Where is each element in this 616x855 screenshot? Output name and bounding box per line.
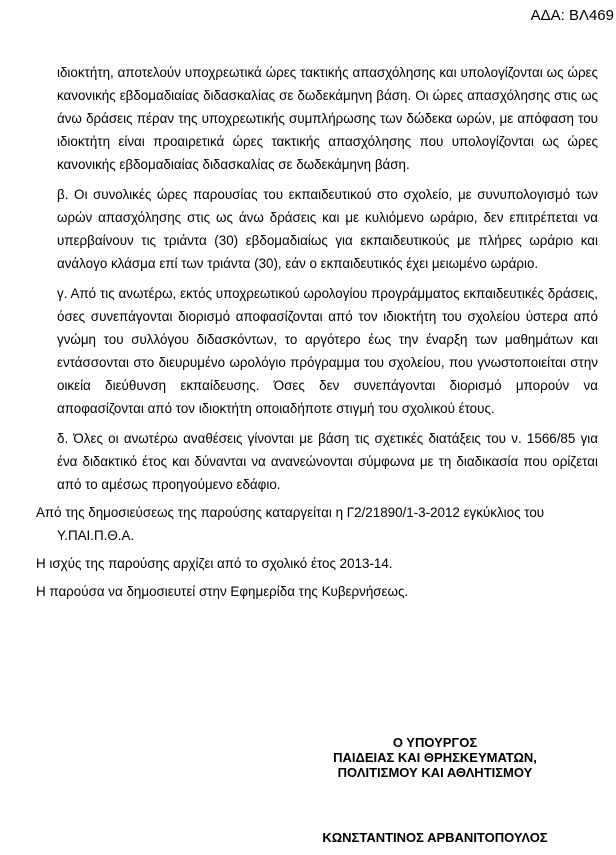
paragraph-d: δ. Όλες οι ανωτέρω αναθέσεις γίνονται με βάση τις σχετικές διατάξεις του ν. 1566/85 για ένα διδακτικό έτος και δύνανται να ανανεώνονται σύμφωνα με τη διαδικασία που ορίζεται από το αμέσως προηγούμενο εδάφιο. <box>57 431 598 492</box>
signer-name: ΚΩΝΣΤΑΝΤΙΝΟΣ ΑΡΒΑΝΙΤΟΠΟΥΛΟΣ <box>322 830 548 845</box>
paragraph-continuation: ιδιοκτήτη, αποτελούν υποχρεωτικά ώρες τακτικής απασχόλησης και υπολογίζονται ως ώρες κανονικής εβδομαδιαίας διδασκαλίας σε δωδεκάμηνη βάση. Οι ώρες απασχόλησης στις ως άνω δράσεις πέραν της υποχρεωτικής συμπλήρωσης των δώδεκα ωρών, με απόφαση του ιδιοκτήτη είναι προαιρετικά ώρες τακτικής απασχόλησης που υπολογίζονται ως ώρες κανονικής εβδομαδιαίας διδασκαλίας σε δωδεκάμηνη βάση. <box>57 65 598 172</box>
paragraph-repeal: Από της δημοσιεύσεως της παρούσης καταργείται η Γ2/21890/1-3-2012 εγκύκλιος του Υ.ΠΑΙ.Π.Θ.Α. <box>36 505 545 543</box>
signature-block <box>300 735 570 780</box>
document-body <box>36 61 598 603</box>
paragraph-b: β. Οι συνολικές ώρες παρουσίας του εκπαιδευτικού στο σχολείο, με συνυπολογισμό των ωρών απασχόλησης στις ως άνω δράσεις και με κυλιόμενο ωράριο, δεν επιτρέπεται να υπερβαίνουν τις τριάντα (30) εβδομαδιαίως για εκπαιδευτικούς με πλήρες ωράριο και ανάλογο κλάσμα επί των τριάντα (30), εάν ο εκπαιδευτικός έχει μειωμένο ωράριο. <box>57 187 598 271</box>
paragraph-c: γ. Από τις ανωτέρω, εκτός υποχρεωτικού ωρολογίου προγράμματος εκπαιδευτικές δράσεις, όσες συνεπάγονται διορισμό αποφασίζονται από τον ιδιοκτήτη του σχολείου ύστερα από γνώμη του συλλόγου διδασκόντων, το αργότερο έως την έναρξη των μαθημάτων και εντάσσονται στο διευρυμένο ωρολόγιο πρόγραμμα του σχολείου, που γνωστοποιείται στην οικεία διεύθυνση εκπαίδευσης. Όσες δεν συνεπάγονται διορισμό μπορούν να αποφασίζονται από τον ιδιοκτήτη οποιαδήποτε στιγμή του σχολικού έτους. <box>57 286 598 416</box>
signature-ministry-line-2: ΠΟΛΙΤΙΣΜΟΥ ΚΑΙ ΑΘΛΗΤΙΣΜΟΥ <box>337 765 533 780</box>
ada-document-id: ΑΔΑ: ΒΛ469 <box>530 7 614 24</box>
signature-ministry-line-1: ΠΑΙΔΕΙΑΣ ΚΑΙ ΘΡΗΣΚΕΥΜΑΤΩΝ, <box>333 750 537 765</box>
paragraph-validity: Η ισχύς της παρούσης αρχίζει από το σχολικό έτος 2013-14. <box>36 556 393 571</box>
signature-title: Ο ΥΠΟΥΡΓΟΣ <box>392 735 478 750</box>
paragraph-publication: Η παρούσα να δημοσιευτεί στην Εφημερίδα της Κυβερνήσεως. <box>36 584 409 599</box>
